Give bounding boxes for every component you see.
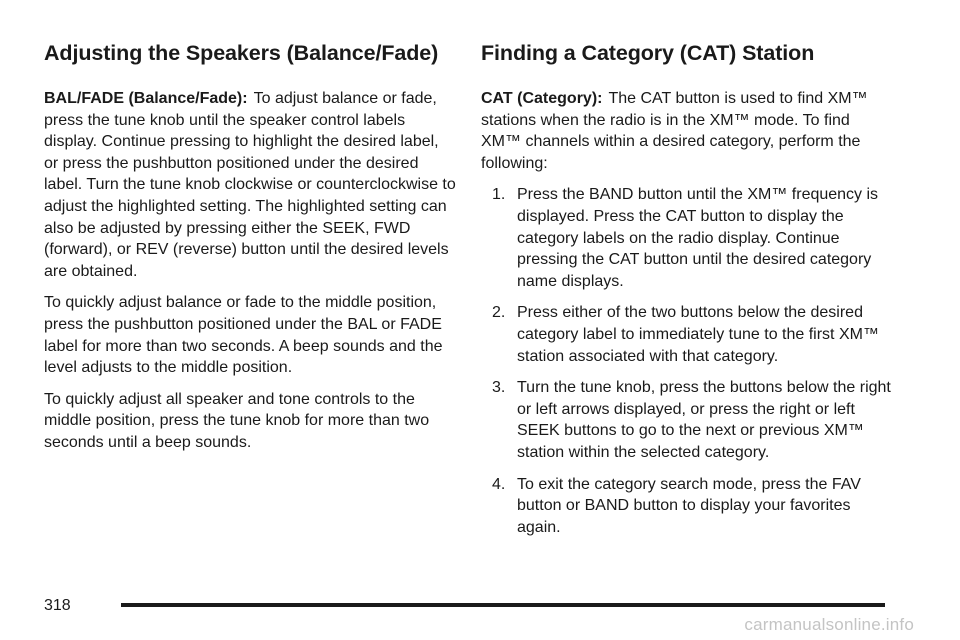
- list-item-step-1: [481, 184, 891, 292]
- step-number: 1.: [492, 186, 506, 204]
- paragraph-all-controls: To quickly adjust all speaker and tone controls to the middle position, press the tune knob for more than two seconds until a beep sounds.: [44, 390, 430, 451]
- step-text: Press either of the two buttons below the desired category label to immediately tune to the first XM™ station associated with that category.: [517, 304, 879, 365]
- steps-list: [481, 184, 891, 538]
- paragraph-text: The CAT button is used to find XM™ stations when the radio is in the XM™ mode. To find XM™ channels within a desired category, perform the following:: [481, 90, 868, 172]
- step-number: 2.: [492, 304, 506, 322]
- step-text: To exit the category search mode, press the FAV button or BAND button to display your favorites again.: [517, 475, 861, 536]
- section-heading-category: Finding a Category (CAT) Station: [481, 41, 815, 65]
- step-number: 3.: [492, 379, 506, 397]
- page-number: 318: [44, 597, 71, 614]
- watermark: carmanualsonline.info: [744, 615, 914, 634]
- right-column: [481, 40, 891, 548]
- list-item-step-4: [481, 474, 891, 539]
- term-bal-fade: BAL/FADE (Balance/Fade):: [44, 90, 248, 107]
- section-heading-speakers: Adjusting the Speakers (Balance/Fade): [44, 41, 439, 65]
- step-text: Press the BAND button until the XM™ frequency is displayed. Press the CAT button to display the category labels on the radio display. Continue pressing the CAT button until the desired category name displays.: [517, 186, 879, 290]
- list-item-step-3: [481, 377, 891, 463]
- paragraph-text: To adjust balance or fade, press the tune knob until the speaker control labels display. Continue pressing to highlight the desired label, or press the pushbutton positioned under the desired label. Turn the tune knob clockwise or counterclockwise to adjust the highlighted setting. The highlighted setting can also be adjusted by pressing either the SEEK, FWD (forward), or REV (reverse) button until the desired levels are obtained.: [44, 90, 456, 280]
- step-text: Turn the tune knob, press the buttons below the right or left arrows displayed, or press the right or left SEEK buttons to go to the next or previous XM™ station within the selected category.: [517, 379, 891, 461]
- paragraph-balance-fade: [44, 88, 456, 282]
- paragraph-middle-position: To quickly adjust balance or fade to the middle position, press the pushbutton positioned under the BAL or FADE label for more than two seconds. A beep sounds and the level adjusts to the middle position.: [44, 294, 443, 377]
- left-column: [44, 40, 456, 464]
- paragraph-cat-intro: [481, 88, 891, 174]
- term-cat: CAT (Category):: [481, 90, 603, 107]
- footer-rule: [121, 603, 885, 607]
- step-number: 4.: [492, 475, 506, 493]
- list-item-step-2: [481, 302, 891, 367]
